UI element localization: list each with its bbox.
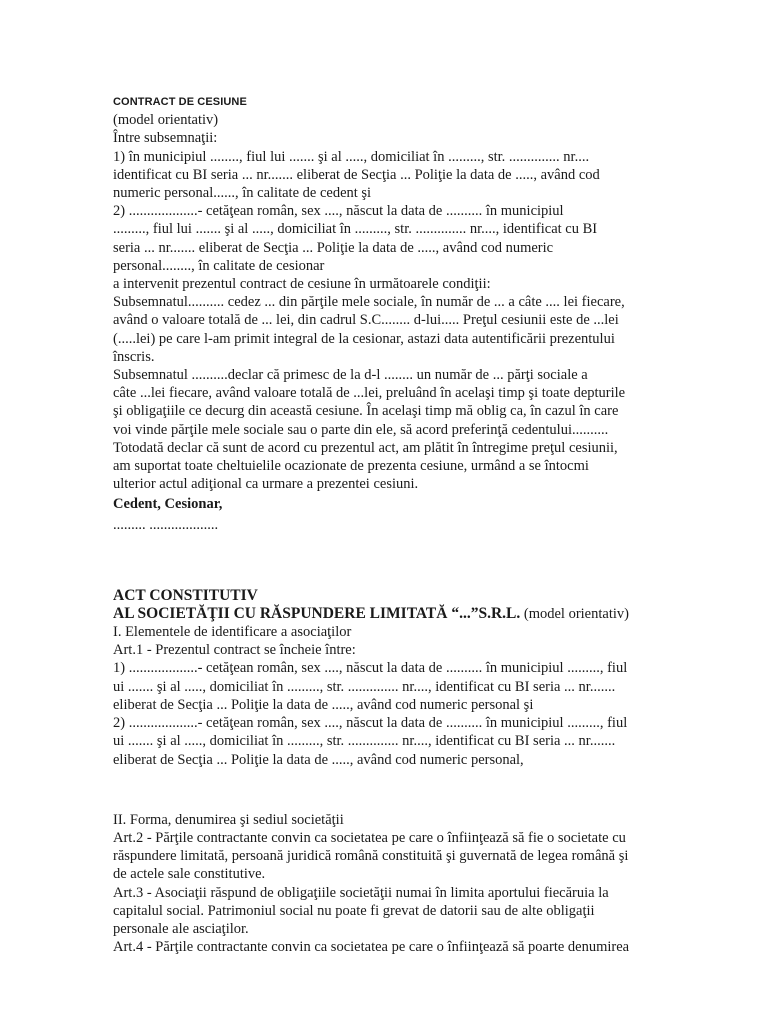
act-line: de actele sale constitutive. — [113, 866, 266, 883]
act-heading: ACT CONSTITUTIV — [113, 586, 258, 604]
contract-line: Subsemnatul.......... cedez ... din părţile mele sociale, în număr de ... a câte .... lei fiecare, — [113, 294, 625, 311]
act-line: răspundere limitată, persoană juridică română constituită şi guvernată de legea română şi — [113, 848, 629, 865]
contract-line: având o valoare totală de ... lei, din cadrul S.C........ d-lui..... Preţul cesiunii este de ...lei — [113, 312, 619, 329]
act-line: 2) ...................- cetăţean român, sex ...., născut la data de .......... în municipiul ........., fiul — [113, 715, 628, 732]
contract-line: Subsemnatul ..........declar că primesc de la d-l ........ un număr de ... părţi sociale a — [113, 367, 588, 384]
act-subheading — [113, 605, 658, 623]
contract-line: ulterior actul adiţional ca urmare a prezentei cesiuni. — [113, 476, 419, 493]
contract-line: 2) ...................- cetăţean român, sex ...., născut la data de .......... în municipiul — [113, 203, 564, 220]
contract-line: seria ... nr....... eliberat de Secţia ... Poliţie la data de ....., având cod numeric — [113, 239, 554, 256]
act-subheading-note: (model orientativ) — [520, 605, 629, 622]
act-subheading-bold: AL SOCIETĂŢII CU RĂSPUNDERE LIMITATĂ “...”S.R.L. — [113, 604, 521, 622]
act-line: Art.4 - Părţile contractante convin ca societatea pe care o înfiinţează să poarte denumirea — [113, 939, 630, 956]
act-line: personale ale asciaţilor. — [113, 920, 249, 937]
contract-line: înscris. — [113, 348, 155, 365]
act-line: II. Forma, denumirea şi sediul societăţii — [113, 811, 344, 828]
contract-line: Totodată declar că sunt de acord cu prezentul act, am plătit în întregime preţul cesiunii, — [113, 439, 618, 456]
contract-line: şi obligaţiile ce decurg din această cesiune. În acelaşi timp mă oblig ca, în cazul în care — [113, 403, 619, 420]
act-line: ui ....... şi al ....., domiciliat în ........., str. .............. nr...., identificat cu BI seria ... nr....... — [113, 733, 616, 750]
act-line: 1) ...................- cetăţean român, sex ...., născut la data de .......... în municipiul ........., fiul — [113, 660, 628, 677]
contract-line: (.....lei) pe care l-am primit integral de la cesionar, astazi data autentificării prezentului — [113, 330, 615, 347]
act-line: ui ....... şi al ....., domiciliat în ........., str. .............. nr...., identificat cu BI seria ... nr....... — [113, 678, 616, 695]
act-line: capitalul social. Patrimoniul social nu poate fi grevat de datorii sau de alte obligaţii — [113, 902, 595, 919]
act-line: eliberat de Secţia ... Poliţie la data de ....., având cod numeric personal şi — [113, 696, 534, 713]
contract-line: am suportat toate cheltuielile ocazionate de prezenta cesiune, urmând a se întocmi — [113, 458, 589, 475]
contract-line: ........., fiul lui ....... şi al ....., domiciliat în ........., str. .............. nr...., identificat cu BI — [113, 221, 598, 238]
signature-dots: ......... ................... — [113, 516, 219, 533]
section-spacer — [113, 534, 658, 587]
contract-line: a intervenit prezentul contract de cesiune în următoarele condiţii: — [113, 276, 491, 293]
act-line: I. Elementele de identificare a asociaţilor — [113, 624, 352, 641]
contract-line: numeric personal......, în calitate de cedent şi — [113, 185, 372, 202]
document-page — [113, 93, 658, 956]
contract-title: CONTRACT DE CESIUNE — [113, 96, 247, 108]
section-spacer — [113, 769, 658, 811]
signature-label: Cedent, Cesionar, — [113, 496, 223, 513]
contract-line: câte ...lei fiecare, având valoare totală de ...lei, preluând în acelaşi timp şi toate depturile — [113, 385, 626, 402]
contract-line: personal........, în calitate de cesionar — [113, 257, 325, 274]
act-line: Art.1 - Prezentul contract se încheie între: — [113, 642, 356, 659]
contract-line: 1) în municipiul ........, fiul lui ....... şi al ....., domiciliat în ........., str. .............. nr.... — [113, 148, 590, 165]
act-line: Art.2 - Părţile contractante convin ca societatea pe care o înfiinţează să fie o societate cu — [113, 829, 626, 846]
contract-subtitle: (model orientativ) — [113, 112, 219, 129]
act-line: eliberat de Secţia ... Poliţie la data de ....., având cod numeric personal, — [113, 751, 524, 768]
contract-line: Între subsemnaţii: — [113, 130, 218, 147]
contract-line: identificat cu BI seria ... nr....... eliberat de Secţia ... Poliţie la data de ....., având cod — [113, 166, 600, 183]
act-line: Art.3 - Asociaţii răspund de obligaţiile societăţii numai în limita aportului fiecăruia la — [113, 884, 609, 901]
contract-line: voi vinde părţile mele sociale sau o parte din ele, să acord preferinţă cedentului.......... — [113, 421, 609, 438]
